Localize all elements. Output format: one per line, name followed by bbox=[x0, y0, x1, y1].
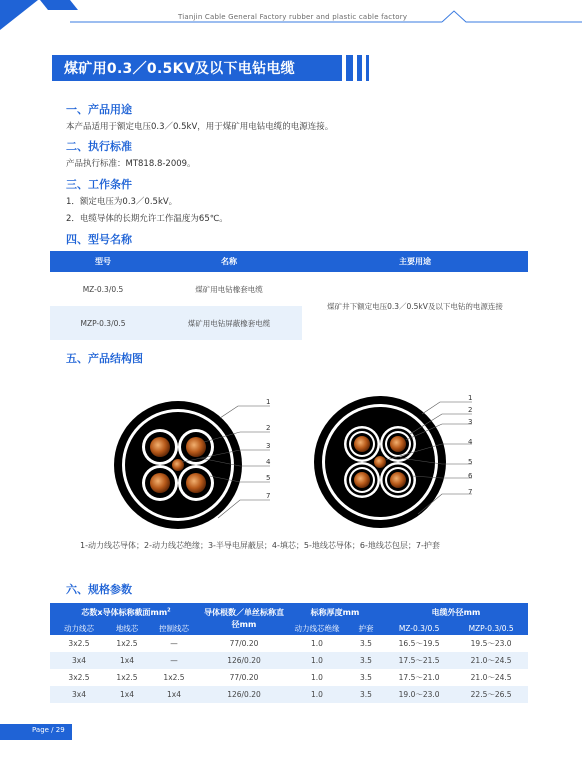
sub-header: MZP-0.3/0.5 bbox=[454, 621, 528, 635]
section-conditions-heading: 三、工作条件 bbox=[66, 178, 132, 191]
table-cell: 1.0 bbox=[286, 652, 348, 669]
model-cell: MZP-0.3/0.5 bbox=[50, 306, 156, 340]
table-cell: 19.0～23.0 bbox=[384, 686, 454, 703]
diagram-right-label: 2 bbox=[468, 406, 473, 414]
table-cell: 1x2.5 bbox=[116, 673, 138, 682]
table-cell: — bbox=[146, 652, 202, 669]
table-cell: 16.5～19.5 bbox=[398, 639, 440, 648]
diagram-right-label: 3 bbox=[468, 418, 473, 426]
table-cell: 3.5 bbox=[348, 686, 384, 703]
od-header: 电缆外径mm bbox=[384, 603, 528, 621]
sub-header: 护套 bbox=[348, 621, 384, 635]
diagram-right-label: 6 bbox=[468, 472, 473, 480]
diagram-right-label: 4 bbox=[468, 438, 473, 446]
table-cell: 1.0 bbox=[286, 686, 348, 703]
cable-structure-diagram bbox=[100, 390, 520, 535]
section-standard-text: 产品执行标准：MT818.8-2009。 bbox=[66, 159, 196, 169]
diagram-caption: 1-动力线芯导体；2-动力线芯绝缘；3-半导电屏蔽层；4-填芯；5-地线芯导体；6-地线芯包层；7-护套 bbox=[80, 541, 440, 550]
model-header: 型号 bbox=[50, 251, 156, 272]
table-cell: 17.5～21.5 bbox=[384, 652, 454, 669]
table-cell: — bbox=[170, 639, 178, 648]
table-cell: 3x4 bbox=[50, 652, 108, 669]
name-cell: 煤矿用电钻屏蔽橡套电缆 bbox=[156, 306, 302, 340]
table-row bbox=[50, 652, 528, 669]
table-cell: 77/0.20 bbox=[229, 673, 259, 682]
table-cell: 22.5～26.5 bbox=[454, 686, 528, 703]
table-cell: 3x2.5 bbox=[68, 673, 90, 682]
model-table bbox=[50, 251, 528, 340]
table-cell: 17.5～21.0 bbox=[398, 673, 440, 682]
sub-header: 动力线芯 bbox=[50, 621, 108, 635]
sub-header: 控制线芯 bbox=[146, 621, 202, 635]
diagram-right-label: 5 bbox=[468, 458, 473, 466]
page-number: Page / 29 bbox=[32, 726, 65, 734]
diagram-left-label: 4 bbox=[266, 458, 271, 466]
table-row bbox=[50, 272, 528, 306]
title-bar-stripe bbox=[357, 55, 362, 81]
name-header: 名称 bbox=[156, 251, 302, 272]
table-cell: 1.0 bbox=[311, 673, 323, 682]
cable-cross-section-mzp bbox=[314, 396, 472, 528]
table-cell: 1x4 bbox=[146, 686, 202, 703]
table-cell: 1x4 bbox=[108, 686, 146, 703]
section-conditions-line2: 2．电缆导体的长期允许工作温度为65℃。 bbox=[66, 214, 228, 224]
table-cell: 3.5 bbox=[360, 673, 372, 682]
cable-cross-section-mz bbox=[114, 401, 270, 529]
cores-header: 芯数x导体标称截面$mm^2$ bbox=[50, 603, 202, 621]
table-row bbox=[50, 635, 528, 652]
diagram-left-label: 2 bbox=[266, 424, 271, 432]
table-cell: 1x2.5 bbox=[163, 673, 185, 682]
usage-header: 主要用途 bbox=[302, 251, 528, 272]
sub-header: 动力线芯绝缘 bbox=[286, 621, 348, 635]
table-row bbox=[50, 669, 528, 686]
table-cell: 3x4 bbox=[50, 686, 108, 703]
diagram-left-label: 5 bbox=[266, 474, 271, 482]
diagram-left-label: 1 bbox=[266, 398, 271, 406]
table-cell: 126/0.20 bbox=[202, 652, 286, 669]
table-cell: 77/0.20 bbox=[229, 639, 259, 648]
diagram-left-label: 3 bbox=[266, 442, 271, 450]
title-bar-stripe bbox=[366, 55, 369, 81]
section-structure-heading: 五、产品结构图 bbox=[66, 352, 143, 365]
sub-header: MZ-0.3/0.5 bbox=[384, 621, 454, 635]
wires-header: 导体根数／单丝标称直径mm bbox=[202, 603, 286, 635]
section-model-heading: 四、型号名称 bbox=[66, 233, 132, 246]
factory-name: Tianjin Cable General Factory rubber and plastic cable factory bbox=[178, 13, 408, 21]
model-cell: MZ-0.3/0.5 bbox=[50, 272, 156, 306]
diagram-right-label: 1 bbox=[468, 394, 473, 402]
table-row bbox=[50, 686, 528, 703]
diagram-left-label: 7 bbox=[266, 492, 271, 500]
name-cell: 煤矿用电钻橡套电缆 bbox=[156, 272, 302, 306]
page-title: 煤矿用0.3／0.5KV及以下电钻电缆 bbox=[64, 61, 295, 77]
table-cell: 1x2.5 bbox=[116, 639, 138, 648]
table-cell: 1x4 bbox=[108, 652, 146, 669]
section-usage-heading: 一、产品用途 bbox=[66, 103, 132, 116]
section-usage-text: 本产品适用于额定电压0.3／0.5kV，用于煤矿用电钻电缆的电源连接。 bbox=[66, 122, 334, 132]
spec-table bbox=[50, 603, 528, 703]
table-cell: 3x2.5 bbox=[68, 639, 90, 648]
section-standard-heading: 二、执行标准 bbox=[66, 140, 132, 153]
table-cell: 1.0 bbox=[311, 639, 323, 648]
table-cell: 3.5 bbox=[348, 652, 384, 669]
thickness-header: 标称厚度mm bbox=[286, 603, 384, 621]
table-cell: 126/0.20 bbox=[202, 686, 286, 703]
table-cell: 21.0～24.5 bbox=[454, 652, 528, 669]
sub-header: 地线芯 bbox=[108, 621, 146, 635]
table-cell: 19.5～23.0 bbox=[470, 639, 512, 648]
title-bar-stripe bbox=[346, 55, 353, 81]
usage-cell: 煤矿井下额定电压0.3／0.5kV及以下电钻的电源连接 bbox=[302, 272, 528, 340]
table-cell: 21.0～24.5 bbox=[470, 673, 512, 682]
table-cell: 3.5 bbox=[360, 639, 372, 648]
section-spec-heading: 六、规格参数 bbox=[66, 583, 132, 596]
diagram-right-label: 7 bbox=[468, 488, 473, 496]
section-conditions-line1: 1．额定电压为0.3／0.5kV。 bbox=[66, 197, 178, 207]
